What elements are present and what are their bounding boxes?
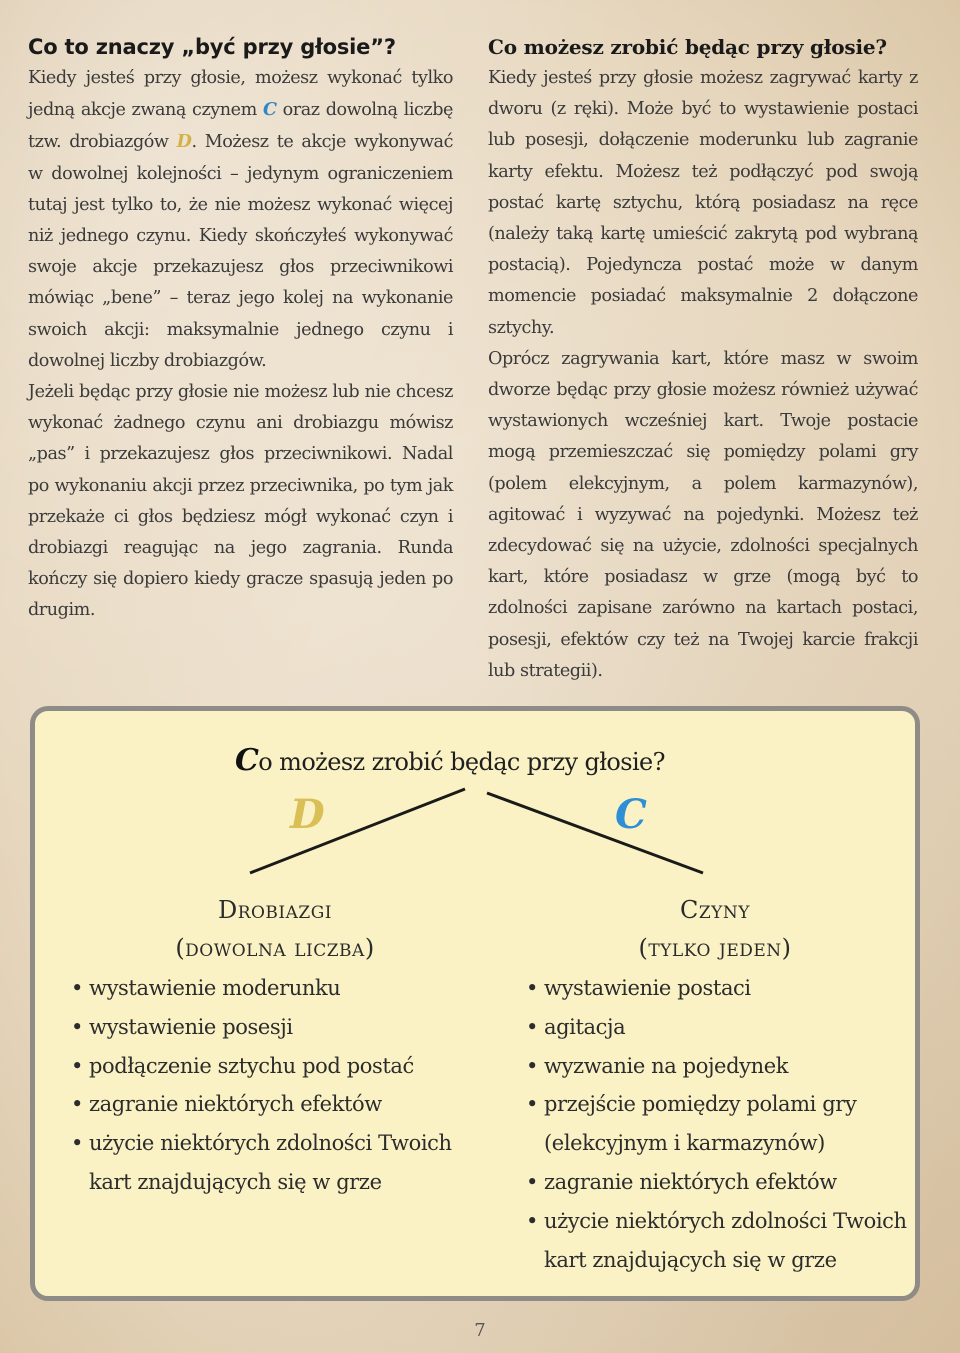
list-item: • użycie niektórych zdolności Twoich kart znajdujących się w grze [65,1124,455,1202]
drobiazgi-title: Drobiazgi [217,896,333,924]
czyn-symbol-icon: C [262,99,277,121]
left-p1-part-a: Kiedy jesteś przy głosie, możesz wykonać tylko jedną akcje zwaną czynem [28,68,453,121]
summary-title-initial: C [235,743,259,778]
czyny-subtitle: (tylko jeden) [638,934,792,962]
page-number: 7 [474,1320,486,1341]
list-item: • agitacja [520,1008,910,1047]
summary-box [30,706,920,1301]
drobiazg-symbol-icon: D [176,131,192,153]
right-paragraph-2: Oprócz zagrywania kart, które masz w swoim dworze będąc przy głosie możesz również używać wystawionych wcześniej kart. Twoje postacie mogą przemieszczać się pomiędzy polami gry (polem elekcyjnym, a polem karmazynów), agitować i wyzywać na pojedynki. Możesz też zdecydować się na użycie, zdolności specjalnych kart, które posiadasz w grze (mogą być to zdolności zapisane zarówno na kartach postaci, posesji, efektów czy też na Twojej karcie frakcji lub strategii). [488,348,918,681]
czyny-title: Czyny [680,896,750,924]
list-item: • wystawienie postaci [520,969,910,1008]
list-item: • przejście pomiędzy polami gry (elekcyjnym i karmazynów) [520,1085,910,1163]
bullet-icon: • [71,1053,83,1078]
branch-line-right [487,793,703,873]
left-heading: Co to znaczy „być przy głosie”? [28,35,396,59]
list-item: • zagranie niektórych efektów [520,1163,910,1202]
czyny-list [520,969,910,1279]
list-item: • wyzwanie na pojedynek [520,1047,910,1086]
left-p1-part-b: oraz dowolną liczbę tzw. drobiazgów [28,100,453,153]
left-column [28,32,453,627]
drobiazgi-subtitle: (dowolna liczba) [175,934,375,962]
bullet-icon: • [526,976,538,1000]
czyny-group-title [565,891,865,967]
bullet-icon: • [71,1092,83,1117]
right-heading: Co możesz zrobić będąc przy głosie? [488,35,887,59]
list-item: • użycie niektórych zdolności Twoich kart znajdujących się w grze [520,1202,910,1280]
bullet-icon: • [526,1169,538,1194]
list-item: • wystawienie moderunku [65,969,455,1008]
bullet-icon: • [71,976,83,1000]
list-item: • wystawienie posesji [65,1008,455,1047]
bullet-icon: • [526,1014,538,1039]
bullet-icon: • [526,1208,538,1233]
bullet-icon: • [526,1092,538,1117]
bullet-icon: • [71,1014,83,1039]
bullet-icon: • [71,1131,83,1156]
right-paragraph-1: Kiedy jesteś przy głosie możesz zagrywać karty z dworu (z ręki). Może być to wystawienie postaci lub posesji, dołączenie moderunku lub zagranie karty efektu. Możesz też podłączyć pod swoją postać kartę sztychu, którą posiadasz na ręce (należy taką kartę umieścić zakrytą pod wybraną postacią). Pojedyncza postać może w danym momencie posiadać maksymalnie 2 dołączone sztychy. [488,68,918,338]
drobiazgi-group-title [125,891,425,967]
list-item: • podłączenie sztychu pod postać [65,1047,455,1086]
left-p1-part-c: . Możesz te akcje wykonywać w dowolnej kolejności – jedynym ograniczeniem tutaj jest tylko to, że nie możesz wykonać więcej niż jednego czynu. Kiedy skończyłeś wykonywać swoje akcje przekazujesz głos przeciwnikowi mówiąc „bene” – teraz jego kolej na wykonanie swoich akcji: maksymalnie jednego czynu i dowolnej liczby drobiazgów. [28,132,454,371]
branch-line-left [250,789,465,873]
czyn-letter-icon: C [615,791,647,838]
summary-title-text: o możesz zrobić będąc przy głosie? [258,748,665,776]
right-column [488,32,918,687]
branch-lines [35,711,915,911]
bullet-icon: • [526,1053,538,1078]
left-paragraph-1 [28,63,453,377]
drobiazg-letter-icon: D [290,791,325,838]
drobiazgi-list [65,969,455,1202]
list-item: • zagranie niektórych efektów [65,1085,455,1124]
left-paragraph-2: Jeżeli będąc przy głosie nie możesz lub nie chcesz wykonać żadnego czynu ani drobiazgu mówisz „pas” i przekazujesz głos przeciwnikowi. Nadal po wykonaniu akcji przez przeciwnika, po tym jak przekaże ci głos będziesz mógł wykonać czyn i drobiazgi reagując na jego zagrania. Runda kończy się dopiero kiedy gracze spasują jeden po drugim. [28,382,453,621]
